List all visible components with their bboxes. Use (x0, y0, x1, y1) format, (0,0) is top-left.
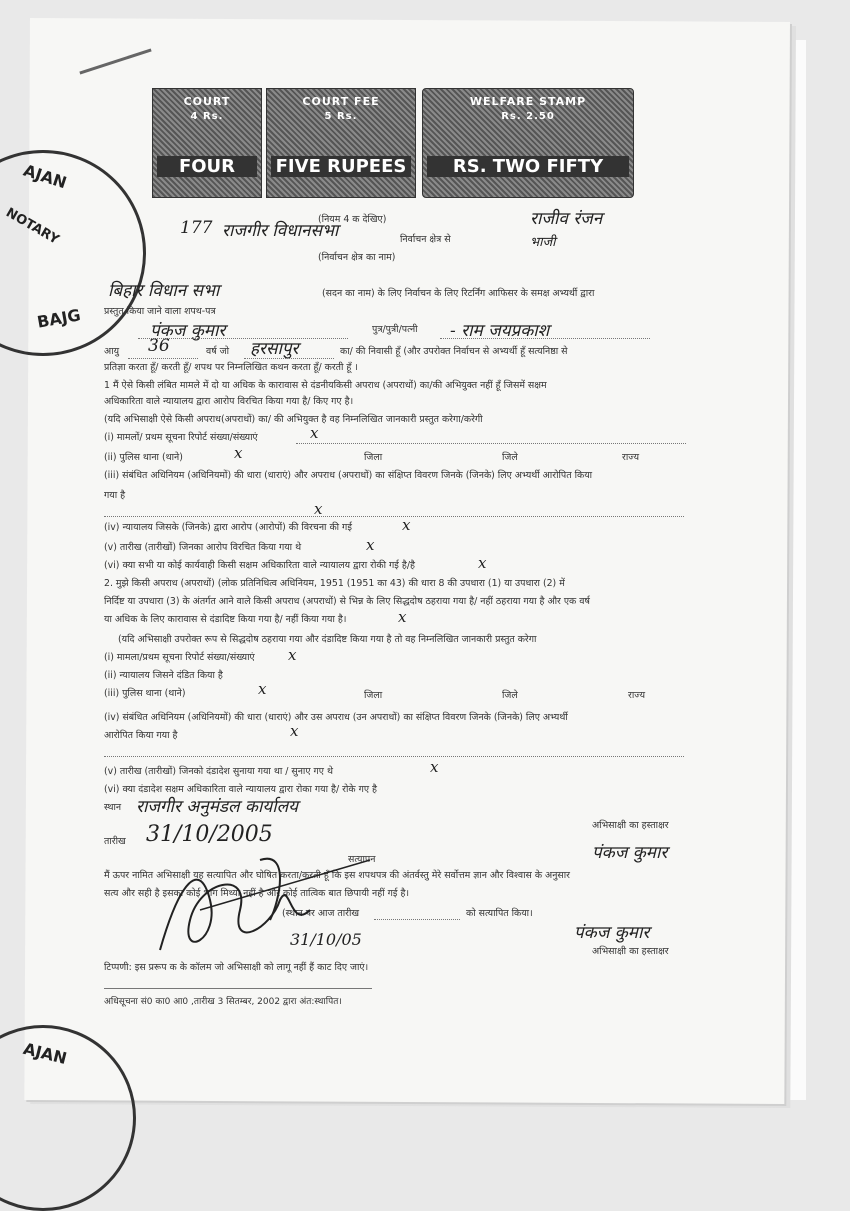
item-iv-1: (iv) न्यायालय जिसके (जिनके) द्वारा आरोप (आरोपों) की विरचना की गई (104, 522, 352, 533)
relation-label: पुत्र/पुत्री/पत्नी (372, 324, 418, 335)
stamp-value: FOUR (157, 156, 257, 177)
residence: हरसापुर (250, 339, 299, 359)
item-iii-1: (iii) संबंधित अधिनियम (अधिनियमों) की धारा (धाराएं) और अपराध (अपराधों) का संक्षिप्त विवरण जिनके (जिनके) लिए अभ्यर्थी आरोपित किया (104, 470, 593, 481)
item-i-1-line (296, 443, 686, 444)
verification-title: सत्यापन (348, 854, 376, 865)
para2-line2: निर्दिष्ट या उपधारा (3) के अंतर्गत आने वाले किसी अपराध (अपराधों) से भिन्न के लिए सिद्धदोष ठहराया गया है/ नहीं ठहराया गया है और एक वर्ष (104, 596, 590, 607)
cross-mark: x (402, 516, 411, 534)
seal-text-bottom: AJAN (21, 1038, 69, 1069)
para1-line2: अधिकारिता वाले न्यायालय द्वारा आरोप विरचित किया गया है/ किए गए है। (104, 396, 354, 407)
item-ii-2: (ii) न्यायालय जिसने दंडित किया है (104, 670, 223, 681)
item-vi-2: (vi) क्या दंडादेश सक्षम अधिकारिता वाले न्यायालय द्वारा रोका गया है/ रोके गए है (104, 784, 377, 795)
stamp-value: FIVE RUPEES (271, 156, 411, 177)
constituency-label: निर्वाचन क्षेत्र से (400, 234, 451, 245)
top-right-handwriting: राजीव रंजन (530, 209, 603, 229)
item-iv-2-cont: आरोपित किया गया है (104, 730, 178, 741)
para1-line3: (यदि अभिसाक्षी ऐसे किसी अपराध(अपराधों) का/ की अभियुक्त है वह निम्नलिखित जानकारी प्रस्तुत करेगा/करेगी (104, 414, 483, 425)
item-iii-1-cont: गया है (104, 490, 126, 501)
seal-text-top: AJAN (21, 160, 69, 193)
para2-line4: (यदि अभिसाक्षी उपरोक्त रूप से सिद्धदोष ठहराया गया और दंडादिष्ट किया गया है तो वह निम्नलिखित जानकारी प्रस्तुत करेगा (118, 634, 537, 645)
age-label: आयु (104, 346, 120, 357)
cross-mark: x (366, 536, 375, 554)
house-text: (सदन का नाम) के लिए निर्वाचन के लिए रिटर्निंग आफिसर के समक्ष अभ्यर्थी द्वारा (322, 288, 595, 299)
official-signature (140, 840, 400, 970)
deponent-signature-2: पंकज कुमार (574, 923, 650, 943)
father-line (440, 338, 650, 339)
stamp-denomination: Rs. 2.50 (501, 111, 555, 122)
item-iv-2-line (104, 756, 684, 757)
verification-line3-end: को सत्यापित किया। (466, 908, 533, 919)
residence-line (244, 358, 334, 359)
constituency-name: राजगीर विधानसभा (222, 221, 339, 241)
cross-mark: x (398, 608, 407, 626)
candidate-name: पंकज कुमार (150, 321, 226, 341)
date-label: तारीख (104, 836, 126, 847)
affirm-text: प्रतिज्ञा करता हूँ/ करती हूँ/ शपथ पर निम्नलिखित कथन करता हूँ/ करती हूँ । (104, 362, 358, 373)
footer-notification: अधिसूचना सं0 का0 आ0 ,तारीख 3 सितम्बर, 2002 द्वारा अंत:स्थापित। (104, 997, 342, 1007)
place-value: राजगीर अनुमंडल कार्यालय (136, 797, 299, 817)
cross-mark: x (478, 554, 487, 572)
divider (104, 988, 372, 989)
district-label: जिला (364, 690, 383, 701)
deponent-signature: पंकज कुमार (592, 843, 668, 863)
stamp-value: RS. TWO FIFTY (427, 156, 629, 177)
item-iii-1-line (104, 516, 684, 517)
cross-mark: x (288, 646, 297, 664)
stamp-title: WELFARE STAMP (469, 95, 587, 108)
cross-mark: x (290, 722, 299, 740)
district-label: जिला (364, 452, 383, 463)
item-i-2: (i) मामला/प्रथम सूचना रिपोर्ट संख्या/संख्याएं (104, 652, 255, 663)
verification-line1: मैं ऊपर नामित अभिसाक्षी यह सत्यापित और घोषित करता/करती हूँ कि इस शपथपत्र की अंतर्वस्तु मेरे सर्वोत्तम ज्ञान और विश्वास के अनुसार (104, 870, 571, 881)
item-iii-2: (iii) पुलिस थाना (थाने) (104, 688, 186, 699)
cross-mark: x (310, 424, 319, 442)
item-vi-1: (vi) क्या सभी या कोई कार्यवाही किसी सक्षम अधिकारिता वाले न्यायालय द्वारा रोकी गई है/है (104, 560, 415, 571)
seal-text-notary: NOTARY (3, 205, 62, 248)
deponent-signature-label: अभिसाक्षी का हस्ताक्षर (592, 820, 669, 831)
deponent-signature-label-2: अभिसाक्षी का हस्ताक्षर (592, 946, 669, 957)
verification-line3: (स्थान पर आज तारीख (282, 908, 360, 919)
court-fee-stamp-4 (152, 88, 262, 198)
father-name: - राम जयप्रकाश (450, 321, 550, 341)
official-signature-date: 31/10/05 (290, 930, 362, 949)
para2-line3: या अधिक के लिए कारावास से दंडादिष्ट किया गया है/ नहीं किया गया है। (104, 614, 347, 625)
rule-reference: (नियम 4 क देखिए) (318, 214, 387, 225)
stamp-title: COURT (183, 95, 231, 108)
court-fee-stamp-5 (266, 88, 416, 198)
constituency-caption: (निर्वाचन क्षेत्र का नाम) (318, 252, 396, 263)
note: टिप्पणी: इस प्ररूप क के कॉलम जो अभिसाक्षी को लागू नहीं हैं काट दिए जाएं। (104, 962, 369, 973)
zila-label: जिले (502, 690, 518, 701)
cross-mark: x (234, 444, 243, 462)
item-v-2: (v) तारीख (तारीखों) जिनको दंडादेश सुनाया गया था / सुनाए गए थे (104, 766, 333, 777)
item-ii-1: (ii) पुलिस थाना (थाने) (104, 452, 183, 463)
stamp-title: COURT FEE (302, 95, 380, 108)
state-label: राज्य (628, 690, 646, 701)
stamp-denomination: 4 Rs. (190, 111, 224, 122)
house-name: बिहार विधान सभा (108, 281, 220, 301)
date-value: 31/10/2005 (146, 822, 273, 847)
oath-text: प्रस्तुत किया जाने वाला शपथ-पत्र (104, 306, 216, 317)
para2-line1: 2. मुझे किसी अपराध (अपराधों) (लोक प्रतिनिधित्व अधिनियम, 1951 (1951 का 43) की धारा 8 की उपधारा (1) या उपधारा (2) में (104, 578, 565, 589)
welfare-stamp (422, 88, 634, 198)
stamp-denomination: 5 Rs. (324, 111, 358, 122)
state-label: राज्य (622, 452, 640, 463)
item-i-1: (i) मामलों/ प्रथम सूचना रिपोर्ट संख्या/संख्याएं (104, 432, 258, 443)
para1-line1: 1 मैं ऐसे किसी लंबित मामले में दो या अधिक के कारावास से दंडनीयकिसी अपराध (अपराधों) का/की अभियुक्त नहीं हूँ जिसमें सक्षम (104, 380, 547, 391)
age-line (128, 358, 198, 359)
zila-label: जिले (502, 452, 518, 463)
place-label: स्थान (104, 802, 122, 813)
age-value: 36 (148, 336, 170, 356)
constituency-number: 177 (180, 218, 213, 238)
residence-text: का/ की निवासी हूँ (और उपरोक्त निर्वाचन से अभ्यर्थी हूँ सत्यनिष्ठा से (340, 346, 568, 357)
years-label: वर्ष जो (206, 346, 229, 357)
top-right-handwriting-2: भाजी (530, 235, 556, 250)
item-iv-2: (iv) संबंधित अधिनियम (अधिनियमों) की धारा (धाराएं) और उस अपराध (उन अपराधों) का संक्षिप्त विवरण जिनके (जिनके) लिए अभ्यर्थी (104, 712, 568, 723)
seal-text-side: BAJG (35, 305, 82, 332)
cross-mark: x (430, 758, 439, 776)
cross-mark: x (314, 500, 323, 518)
item-v-1: (v) तारीख (तारीखों) जिनका आरोप विरचित किया गया थे (104, 542, 302, 553)
verification-line2: सत्य और सही है इसका कोई भाग मिथ्या नहीं है और कोई तात्विक बात छिपायी नहीं गई है। (104, 888, 410, 899)
cross-mark: x (258, 680, 267, 698)
